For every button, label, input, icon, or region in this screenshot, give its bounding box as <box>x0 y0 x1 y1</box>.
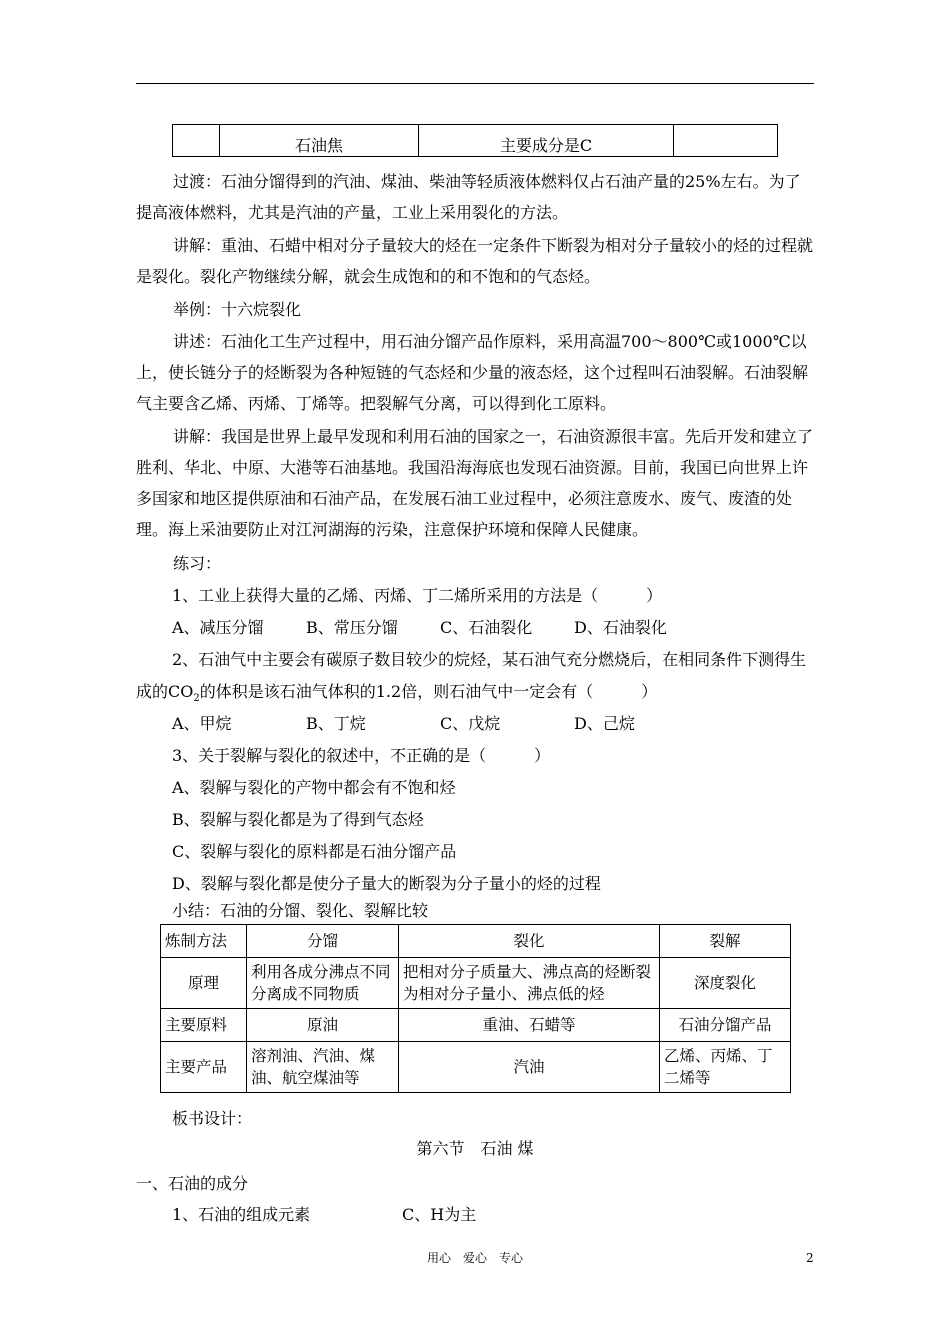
paragraph-example: 举例：十六烷裂化 <box>173 300 302 319</box>
summary-heading: 小结：石油的分馏、裂化、裂解比较 <box>172 901 429 920</box>
question-2-text-a: 成的CO <box>136 682 194 701</box>
paragraph-explanation-2: 讲解：我国是世界上最早发现和利用石油的国家之一，石油资源很丰富。先后开发和建立了胜利、华北、中原、大港等石油基地。我国沿海海底也发现石油资源。目前，我国已向世界上许多国家和地区提供原油和石油产品，在发展石油工业过程中，必须注意废水、废气、废渣的处理。海上采油要防止对江河湖海的污染，注意保护环境和保障人民健康。 <box>136 427 814 539</box>
paragraph-transition: 过渡：石油分馏得到的汽油、煤油、柴油等轻质液体燃料仅占石油产量的25%左右。为了提高液体燃料，尤其是汽油的产量，工业上采用裂化的方法。 <box>136 172 801 222</box>
board-label: 板书设计： <box>172 1109 253 1128</box>
table-cell: 深度裂化 <box>660 958 791 1009</box>
board-item-1 <box>172 1199 476 1230</box>
option-d: D、己烷 <box>574 714 635 733</box>
table-row <box>173 125 778 157</box>
paragraph-explanation-1: 讲解：重油、石蜡中相对分子量较大的烃在一定条件下断裂为相对分子量较小的烃的过程就是裂化。裂化产物继续分解，就会生成饱和的和不饱和的气态烃。 <box>136 236 814 286</box>
option-c: C、戊烷 <box>440 714 501 733</box>
question-3-option-d: D、裂解与裂化都是使分子量大的断裂为分子量小的烃的过程 <box>172 874 601 893</box>
board-item-1-label: 1、石油的组成元素 <box>172 1205 311 1224</box>
option-d: D、石油裂化 <box>574 618 667 637</box>
table-row <box>161 1009 791 1042</box>
board-title: 第六节 石油 煤 <box>416 1139 534 1158</box>
question-3-option-c: C、裂解与裂化的原料都是石油分馏产品 <box>172 842 457 861</box>
paragraph-exercise: 练习： <box>173 554 222 573</box>
table-cell <box>173 125 220 157</box>
table-cell: 主要成分是C <box>419 125 674 157</box>
top-table <box>172 124 778 157</box>
board-item-1-value: C、H为主 <box>402 1205 477 1224</box>
option-a: A、甲烷 <box>172 714 232 733</box>
table-cell: 把相对分子质量大、沸点高的烃断裂为相对分子量小、沸点低的烃 <box>399 958 660 1009</box>
question-2-text-b: 的体积是该石油气体积的1.2倍，则石油气中一定会有（ ） <box>199 682 658 701</box>
subscript: 2 <box>193 693 200 705</box>
page-footer: 用心 爱心 专心 <box>426 1251 523 1265</box>
table-cell: 主要原料 <box>161 1009 247 1042</box>
comparison-table <box>160 924 791 1093</box>
table-cell: 原理 <box>161 958 247 1009</box>
table-header: 分馏 <box>247 925 399 958</box>
table-cell: 溶剂油、汽油、煤油、航空煤油等 <box>247 1042 399 1093</box>
table-row <box>161 925 791 958</box>
table-cell: 石油焦 <box>220 125 419 157</box>
table-header: 炼制方法 <box>161 925 247 958</box>
question-3: 3、关于裂解与裂化的叙述中，不正确的是（ ） <box>172 746 551 765</box>
question-3-option-b: B、裂解与裂化都是为了得到气态烃 <box>172 810 424 829</box>
table-cell: 重油、石蜡等 <box>399 1009 660 1042</box>
board-section-1: 一、石油的成分 <box>136 1174 249 1193</box>
table-cell <box>674 125 778 157</box>
table-cell: 利用各成分沸点不同分离成不同物质 <box>247 958 399 1009</box>
page-number: 2 <box>806 1251 814 1265</box>
table-cell: 原油 <box>247 1009 399 1042</box>
question-1-options <box>172 612 667 643</box>
question-3-option-a: A、裂解与裂化的产物中都会有不饱和烃 <box>172 778 456 797</box>
table-cell: 汽油 <box>399 1042 660 1093</box>
option-a: A、减压分馏 <box>172 618 264 637</box>
question-1: 1、工业上获得大量的乙烯、丙烯、丁二烯所采用的方法是（ ） <box>172 586 663 605</box>
option-c: C、石油裂化 <box>440 618 533 637</box>
question-2-line-1: 2、石油气中主要会有碳原子数目较少的烷烃，某石油气充分燃烧后，在相同条件下测得生 <box>172 650 807 669</box>
table-row <box>161 1042 791 1093</box>
option-b: B、常压分馏 <box>306 618 398 637</box>
table-cell: 主要产品 <box>161 1042 247 1093</box>
option-b: B、丁烷 <box>306 714 366 733</box>
question-2-options <box>172 708 635 739</box>
header-rule <box>136 83 814 84</box>
table-cell: 石油分馏产品 <box>660 1009 791 1042</box>
table-cell: 乙烯、丙烯、丁二烯等 <box>660 1042 791 1093</box>
table-header: 裂化 <box>399 925 660 958</box>
paragraph-narration: 讲述：石油化工生产过程中，用石油分馏产品作原料，采用高温700～800℃或1000℃以上，使长链分子的烃断裂为各种短链的气态烃和少量的液态烃，这个过程叫石油裂解。石油裂解气主要含乙烯、丙烯、丁烯等。把裂解气分离，可以得到化工原料。 <box>136 332 809 413</box>
table-row <box>161 958 791 1009</box>
table-header: 裂解 <box>660 925 791 958</box>
